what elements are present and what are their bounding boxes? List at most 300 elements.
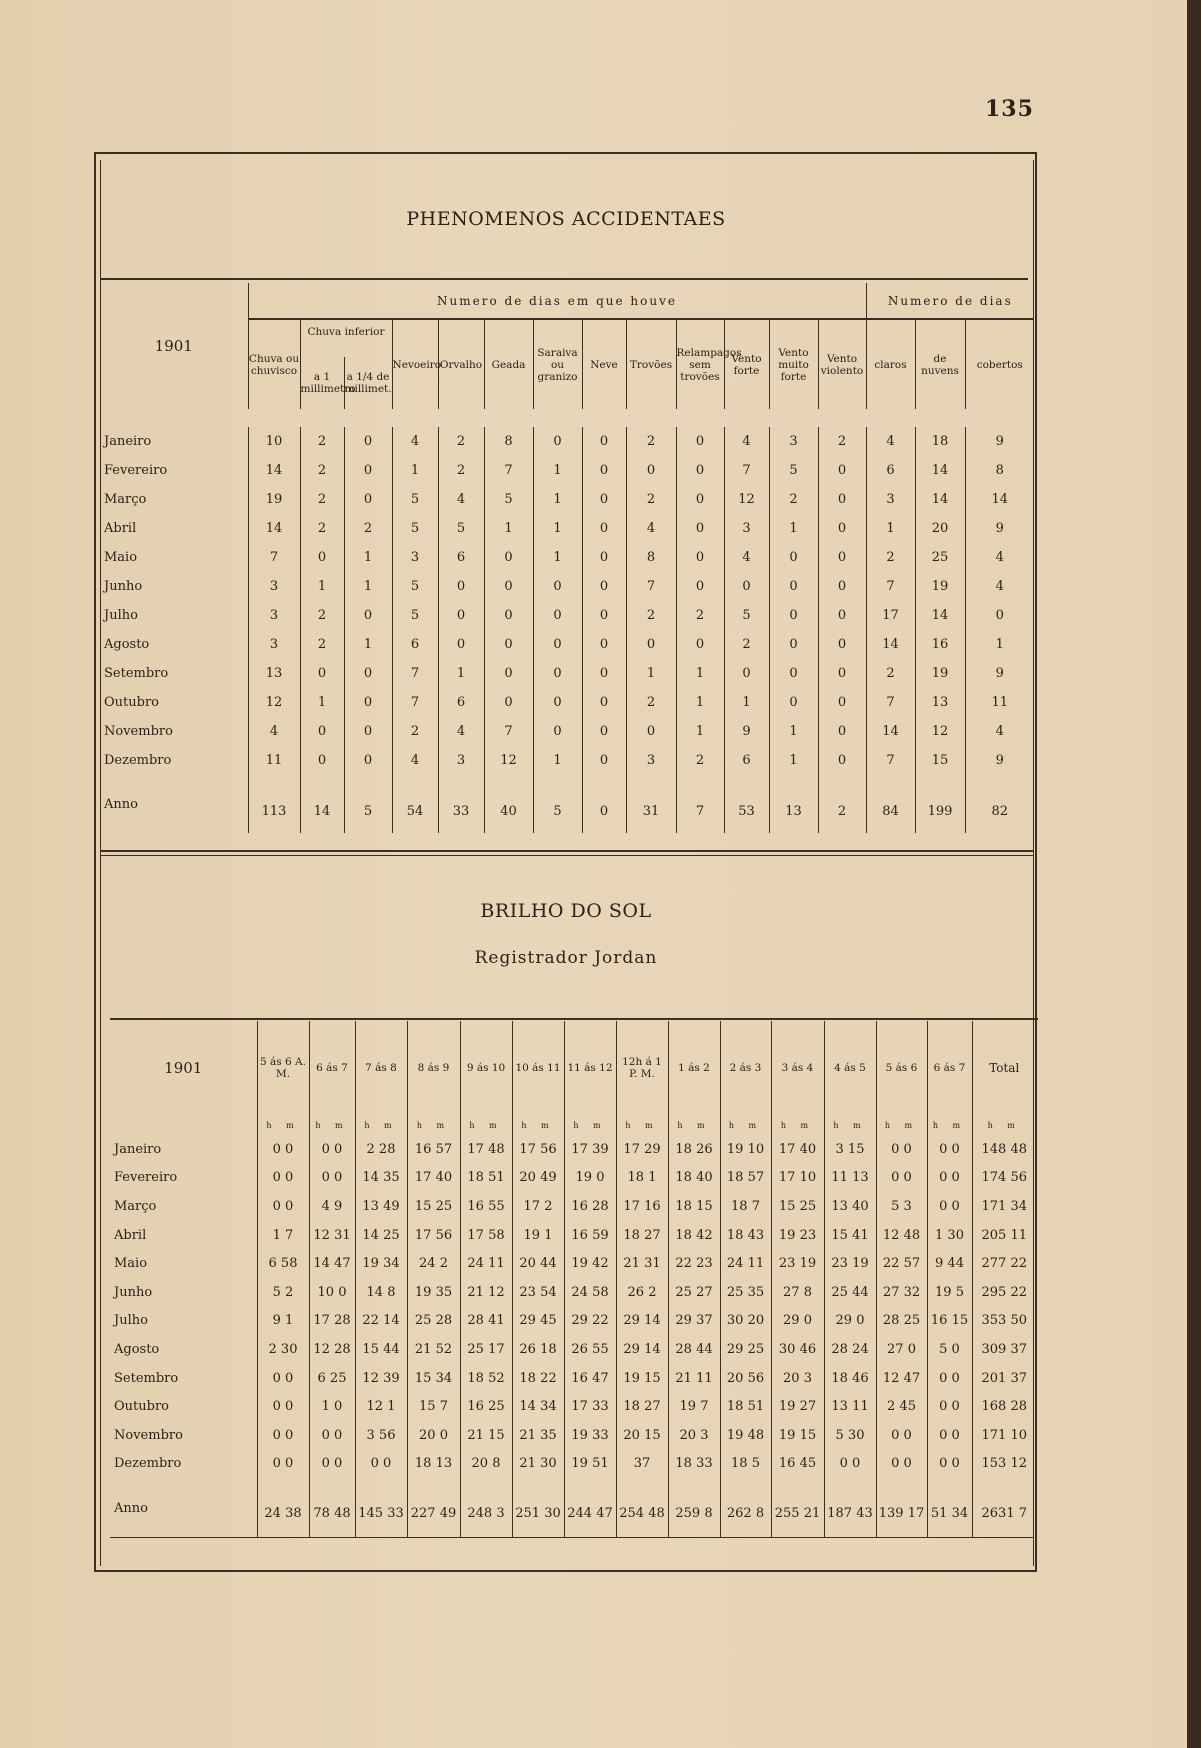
cell-value: 24 38 xyxy=(257,1478,309,1538)
cell-value: 14 xyxy=(866,717,915,746)
cell-value: 1 xyxy=(676,688,724,717)
month-label: Setembro xyxy=(104,666,169,681)
table-row xyxy=(110,1249,1036,1278)
cell-value: 12 xyxy=(724,485,769,514)
cell-value: 0 xyxy=(344,601,392,630)
cell-value: 17 29 xyxy=(616,1135,668,1164)
table-row xyxy=(110,1364,1036,1393)
cell-value: 2 xyxy=(866,659,915,688)
month-label: Dezembro xyxy=(114,1456,182,1472)
col-cobertos: cobertos xyxy=(965,319,1034,409)
cell-value: 9 xyxy=(724,717,769,746)
cell-value: 1 xyxy=(676,717,724,746)
cell-value: 14 xyxy=(866,630,915,659)
unit-label: h m xyxy=(460,1115,512,1135)
cell-value: 5 xyxy=(769,456,818,485)
cell-value: 78 48 xyxy=(309,1478,355,1538)
table-row xyxy=(100,775,1034,833)
col-7-8: 7 ás 8 xyxy=(355,1021,407,1115)
cell-value: 0 xyxy=(582,601,626,630)
cell-value: 0 xyxy=(300,717,344,746)
cell-value: 0 xyxy=(818,746,866,775)
cell-value: 0 xyxy=(818,514,866,543)
cell-value: 1 xyxy=(533,485,582,514)
cell-value: 2 28 xyxy=(355,1135,407,1164)
cell-value: 2 xyxy=(300,630,344,659)
cell-value: 16 xyxy=(915,630,965,659)
unit-label: h m xyxy=(309,1115,355,1135)
cell-value: 23 19 xyxy=(771,1249,824,1278)
col-vento-violento: Vento violento xyxy=(818,319,866,409)
cell-value: 6 xyxy=(866,456,915,485)
cell-value: 15 xyxy=(915,746,965,775)
cell-value: 24 11 xyxy=(720,1249,771,1278)
cell-value: 5 xyxy=(533,775,582,833)
month-label: Outubro xyxy=(104,695,159,710)
cell-value: 0 0 xyxy=(876,1421,927,1450)
cell-value: 9 xyxy=(965,514,1034,543)
table-row xyxy=(100,601,1034,630)
cell-value: 3 xyxy=(392,543,438,572)
table-row xyxy=(110,1135,1036,1164)
unit-label: h m xyxy=(668,1115,720,1135)
cell-value: 18 42 xyxy=(668,1221,720,1250)
table-row xyxy=(100,630,1034,659)
cell-value: 20 56 xyxy=(720,1364,771,1393)
cell-value: 4 xyxy=(724,427,769,456)
cell-value: 0 xyxy=(818,630,866,659)
month-label: Setembro xyxy=(114,1370,179,1386)
col-3-4: 3 ás 4 xyxy=(771,1021,824,1115)
cell-value: 0 xyxy=(769,688,818,717)
cell-value: 11 xyxy=(965,688,1034,717)
table-row xyxy=(110,1192,1036,1221)
month-label: Junho xyxy=(104,579,143,594)
sunshine-year-header: 1901 xyxy=(164,1059,203,1077)
cell-value: 5 xyxy=(344,775,392,833)
cell-value: 17 39 xyxy=(564,1135,616,1164)
cell-value: 19 27 xyxy=(771,1392,824,1421)
cell-value: 259 8 xyxy=(668,1478,720,1538)
cell-value: 18 52 xyxy=(460,1364,512,1393)
cell-value: 4 xyxy=(626,514,676,543)
col-1-2: 1 ás 2 xyxy=(668,1021,720,1115)
table-row xyxy=(100,456,1034,485)
cell-value: 2 xyxy=(300,514,344,543)
divider xyxy=(100,850,1034,852)
cell-value: 6 25 xyxy=(309,1364,355,1393)
cell-value: 19 33 xyxy=(564,1421,616,1450)
cell-value: 0 0 xyxy=(824,1450,876,1479)
col-6-7-pm: 6 ás 7 xyxy=(927,1021,972,1115)
cell-value: 19 xyxy=(915,572,965,601)
cell-value: 14 34 xyxy=(512,1392,564,1421)
cell-value: 0 xyxy=(344,456,392,485)
cell-value: 16 47 xyxy=(564,1364,616,1393)
cell-value: 187 43 xyxy=(824,1478,876,1538)
col-claros: claros xyxy=(866,319,915,409)
table-row xyxy=(110,1335,1036,1364)
cell-value: 0 0 xyxy=(927,1135,972,1164)
cell-value: 8 xyxy=(626,543,676,572)
cell-value: 14 xyxy=(965,485,1034,514)
cell-value: 19 10 xyxy=(720,1135,771,1164)
cell-value: 0 xyxy=(676,572,724,601)
cell-value: 0 xyxy=(676,630,724,659)
divider xyxy=(110,1537,1034,1538)
cell-value: 16 45 xyxy=(771,1450,824,1479)
cell-value: 5 xyxy=(392,601,438,630)
cell-value: 33 xyxy=(438,775,484,833)
cell-value: 5 xyxy=(392,485,438,514)
cell-value: 21 52 xyxy=(407,1335,460,1364)
divider xyxy=(100,278,1028,280)
cell-value: 23 19 xyxy=(824,1249,876,1278)
cell-value: 171 34 xyxy=(972,1192,1036,1221)
cell-value: 168 28 xyxy=(972,1392,1036,1421)
cell-value: 0 xyxy=(300,746,344,775)
unit-label: h m xyxy=(257,1115,309,1135)
cell-value: 0 xyxy=(582,688,626,717)
cell-value: 0 xyxy=(344,659,392,688)
cell-value: 0 0 xyxy=(927,1450,972,1479)
cell-value: 20 3 xyxy=(668,1421,720,1450)
cell-value: 21 11 xyxy=(668,1364,720,1393)
cell-value: 16 15 xyxy=(927,1307,972,1336)
cell-value: 0 xyxy=(626,456,676,485)
cell-value: 11 xyxy=(248,746,300,775)
cell-value: 2 xyxy=(676,746,724,775)
cell-value: 0 0 xyxy=(927,1392,972,1421)
cell-value: 16 25 xyxy=(460,1392,512,1421)
cell-value: 2 xyxy=(344,514,392,543)
cell-value: 0 0 xyxy=(876,1450,927,1479)
cell-value: 14 47 xyxy=(309,1249,355,1278)
cell-value: 1 xyxy=(866,514,915,543)
table-row xyxy=(100,543,1034,572)
cell-value: 6 xyxy=(438,543,484,572)
cell-value: 0 0 xyxy=(257,1135,309,1164)
table-row xyxy=(100,659,1034,688)
cell-value: 0 0 xyxy=(876,1164,927,1193)
cell-value: 13 40 xyxy=(824,1192,876,1221)
cell-value: 4 xyxy=(965,572,1034,601)
cell-value: 0 xyxy=(818,456,866,485)
cell-value: 12 47 xyxy=(876,1364,927,1393)
cell-value: 13 xyxy=(769,775,818,833)
cell-value: 2 xyxy=(300,485,344,514)
cell-value: 84 xyxy=(866,775,915,833)
cell-value: 2 xyxy=(438,427,484,456)
cell-value: 5 xyxy=(392,514,438,543)
cell-value: 19 xyxy=(915,659,965,688)
cell-value: 5 xyxy=(392,572,438,601)
cell-value: 28 25 xyxy=(876,1307,927,1336)
cell-value: 2 xyxy=(438,456,484,485)
cell-value: 0 xyxy=(818,601,866,630)
cell-value: 12 xyxy=(915,717,965,746)
col-a-quarter-mm: a 1/4 de millimet. xyxy=(344,357,392,409)
cell-value: 9 xyxy=(965,427,1034,456)
cell-value: 0 xyxy=(676,456,724,485)
cell-value: 0 xyxy=(676,514,724,543)
cell-value: 16 28 xyxy=(564,1192,616,1221)
cell-value: 227 49 xyxy=(407,1478,460,1538)
cell-value: 18 51 xyxy=(460,1164,512,1193)
col-12-1: 12h á 1 P. M. xyxy=(616,1021,668,1115)
cell-value: 19 0 xyxy=(564,1164,616,1193)
month-label: Agosto xyxy=(114,1341,160,1357)
cell-value: 18 57 xyxy=(720,1164,771,1193)
cell-value: 254 48 xyxy=(616,1478,668,1538)
cell-value: 0 xyxy=(438,601,484,630)
cell-value: 0 xyxy=(533,630,582,659)
unit-label: h m xyxy=(355,1115,407,1135)
col-neve: Neve xyxy=(582,319,626,409)
cell-value: 0 xyxy=(300,543,344,572)
cell-value: 1 xyxy=(300,572,344,601)
month-label: Abril xyxy=(104,521,137,536)
cell-value: 0 xyxy=(724,659,769,688)
cell-value: 0 0 xyxy=(355,1450,407,1479)
sunshine-subtitle: Registrador Jordan xyxy=(474,948,658,968)
cell-value: 0 0 xyxy=(309,1135,355,1164)
month-label: Anno xyxy=(104,796,138,812)
cell-value: 17 40 xyxy=(771,1135,824,1164)
cell-value: 0 xyxy=(769,572,818,601)
cell-value: 7 xyxy=(866,688,915,717)
unit-label: h m xyxy=(720,1115,771,1135)
table-row xyxy=(110,1278,1036,1307)
cell-value: 20 15 xyxy=(616,1421,668,1450)
cell-value: 6 58 xyxy=(257,1249,309,1278)
month-label: Novembro xyxy=(114,1427,183,1443)
cell-value: 28 24 xyxy=(824,1335,876,1364)
cell-value: 12 31 xyxy=(309,1221,355,1250)
cell-value: 1 xyxy=(438,659,484,688)
unit-label: h m xyxy=(616,1115,668,1135)
cell-value: 205 11 xyxy=(972,1221,1036,1250)
cell-value: 24 2 xyxy=(407,1249,460,1278)
unit-spacer xyxy=(110,1115,257,1135)
group-days-header: Numero de dias em que houve xyxy=(248,283,866,319)
month-label: Agosto xyxy=(104,637,150,652)
cell-value: 19 35 xyxy=(407,1278,460,1307)
cell-value: 0 xyxy=(484,688,533,717)
cell-value: 13 xyxy=(915,688,965,717)
cell-value: 1 xyxy=(300,688,344,717)
cell-value: 54 xyxy=(392,775,438,833)
cell-value: 37 xyxy=(616,1450,668,1479)
cell-value: 14 xyxy=(915,601,965,630)
cell-value: 14 xyxy=(915,456,965,485)
cell-value: 25 35 xyxy=(720,1278,771,1307)
cell-value: 4 xyxy=(248,717,300,746)
cell-value: 19 1 xyxy=(512,1221,564,1250)
cell-value: 51 34 xyxy=(927,1478,972,1538)
unit-label: h m xyxy=(512,1115,564,1135)
cell-value: 24 58 xyxy=(564,1278,616,1307)
phenomena-title: PHENOMENOS ACCIDENTAES xyxy=(406,208,726,230)
col-chuva: Chuva ou chuvisco xyxy=(248,319,300,409)
cell-value: 0 xyxy=(818,543,866,572)
col-a-1-mm: a 1 millimetro xyxy=(300,357,344,409)
table-row xyxy=(100,746,1034,775)
cell-value: 0 0 xyxy=(927,1192,972,1221)
cell-value: 0 xyxy=(533,688,582,717)
cell-value: 14 35 xyxy=(355,1164,407,1193)
month-label: Janeiro xyxy=(114,1141,162,1157)
cell-value: 0 xyxy=(533,572,582,601)
cell-value: 30 20 xyxy=(720,1307,771,1336)
cell-value: 0 xyxy=(818,659,866,688)
cell-value: 2 xyxy=(769,485,818,514)
cell-value: 2 xyxy=(724,630,769,659)
cell-value: 201 37 xyxy=(972,1364,1036,1393)
table-row xyxy=(100,514,1034,543)
cell-value: 0 xyxy=(484,543,533,572)
cell-value: 2 xyxy=(300,601,344,630)
cell-value: 6 xyxy=(438,688,484,717)
cell-value: 3 xyxy=(248,601,300,630)
cell-value: 7 xyxy=(484,717,533,746)
cell-value: 26 18 xyxy=(512,1335,564,1364)
month-label: Março xyxy=(104,492,147,507)
cell-value: 13 11 xyxy=(824,1392,876,1421)
cell-value: 0 xyxy=(724,572,769,601)
unit-label: h m xyxy=(824,1115,876,1135)
table-row xyxy=(110,1478,1036,1538)
cell-value: 2 xyxy=(392,717,438,746)
cell-value: 19 23 xyxy=(771,1221,824,1250)
cell-value: 262 8 xyxy=(720,1478,771,1538)
table-row xyxy=(110,1221,1036,1250)
cell-value: 18 26 xyxy=(668,1135,720,1164)
cell-value: 22 23 xyxy=(668,1249,720,1278)
cell-value: 2 xyxy=(300,456,344,485)
cell-value: 0 xyxy=(818,572,866,601)
page-number: 135 xyxy=(985,96,1034,122)
cell-value: 0 0 xyxy=(927,1164,972,1193)
cell-value: 18 15 xyxy=(668,1192,720,1221)
cell-value: 28 41 xyxy=(460,1307,512,1336)
cell-value: 18 27 xyxy=(616,1392,668,1421)
cell-value: 17 40 xyxy=(407,1164,460,1193)
cell-value: 13 xyxy=(248,659,300,688)
cell-value: 19 15 xyxy=(616,1364,668,1393)
cell-value: 2 xyxy=(626,601,676,630)
unit-label: h m xyxy=(927,1115,972,1135)
cell-value: 1 xyxy=(769,746,818,775)
cell-value: 251 30 xyxy=(512,1478,564,1538)
month-label: Dezembro xyxy=(104,753,172,768)
cell-value: 0 0 xyxy=(257,1450,309,1479)
cell-value: 3 xyxy=(866,485,915,514)
cell-value: 2 xyxy=(300,427,344,456)
cell-value: 4 xyxy=(724,543,769,572)
cell-value: 21 35 xyxy=(512,1421,564,1450)
cell-value: 21 15 xyxy=(460,1421,512,1450)
month-label: Maio xyxy=(104,550,138,565)
cell-value: 31 xyxy=(626,775,676,833)
cell-value: 0 0 xyxy=(309,1164,355,1193)
cell-value: 19 48 xyxy=(720,1421,771,1450)
cell-value: 4 xyxy=(392,427,438,456)
cell-value: 3 xyxy=(769,427,818,456)
cell-value: 1 xyxy=(392,456,438,485)
cell-value: 0 xyxy=(582,746,626,775)
cell-value: 17 16 xyxy=(616,1192,668,1221)
cell-value: 15 7 xyxy=(407,1392,460,1421)
cell-value: 2 xyxy=(676,601,724,630)
cell-value: 2 xyxy=(626,688,676,717)
cell-value: 27 0 xyxy=(876,1335,927,1364)
cell-value: 1 xyxy=(533,746,582,775)
col-vento-muito-forte: Vento muito forte xyxy=(769,319,818,409)
cell-value: 0 xyxy=(484,659,533,688)
cell-value: 3 xyxy=(724,514,769,543)
table-row xyxy=(100,688,1034,717)
cell-value: 40 xyxy=(484,775,533,833)
cell-value: 7 xyxy=(248,543,300,572)
cell-value: 0 0 xyxy=(876,1135,927,1164)
col-11-12: 11 ás 12 xyxy=(564,1021,616,1115)
cell-value: 0 xyxy=(438,572,484,601)
cell-value: 17 28 xyxy=(309,1307,355,1336)
cell-value: 0 xyxy=(676,427,724,456)
cell-value: 1 xyxy=(533,543,582,572)
cell-value: 0 xyxy=(300,659,344,688)
cell-value: 4 xyxy=(438,717,484,746)
cell-value: 20 xyxy=(915,514,965,543)
cell-value: 0 xyxy=(484,601,533,630)
cell-value: 15 44 xyxy=(355,1335,407,1364)
cell-value: 3 56 xyxy=(355,1421,407,1450)
col-8-9: 8 ás 9 xyxy=(407,1021,460,1115)
cell-value: 19 51 xyxy=(564,1450,616,1479)
cell-value: 3 xyxy=(248,572,300,601)
cell-value: 27 8 xyxy=(771,1278,824,1307)
cell-value: 145 33 xyxy=(355,1478,407,1538)
cell-value: 0 xyxy=(582,427,626,456)
cell-value: 17 56 xyxy=(512,1135,564,1164)
cell-value: 4 9 xyxy=(309,1192,355,1221)
unit-label: h m xyxy=(972,1115,1036,1135)
page-gutter xyxy=(1187,0,1201,1748)
cell-value: 1 30 xyxy=(927,1221,972,1250)
cell-value: 18 13 xyxy=(407,1450,460,1479)
cell-value: 0 xyxy=(438,630,484,659)
cell-value: 5 xyxy=(484,485,533,514)
cell-value: 4 xyxy=(866,427,915,456)
table-row xyxy=(110,1307,1036,1336)
cell-value: 1 xyxy=(344,543,392,572)
cell-value: 0 xyxy=(484,630,533,659)
cell-value: 3 xyxy=(626,746,676,775)
cell-value: 309 37 xyxy=(972,1335,1036,1364)
cell-value: 4 xyxy=(392,746,438,775)
month-label: Fevereiro xyxy=(104,463,168,478)
cell-value: 18 51 xyxy=(720,1392,771,1421)
cell-value: 0 xyxy=(533,427,582,456)
cell-value: 0 0 xyxy=(257,1421,309,1450)
cell-value: 18 46 xyxy=(824,1364,876,1393)
cell-value: 19 34 xyxy=(355,1249,407,1278)
cell-value: 7 xyxy=(626,572,676,601)
cell-value: 353 50 xyxy=(972,1307,1036,1336)
cell-value: 12 39 xyxy=(355,1364,407,1393)
cell-value: 1 xyxy=(769,717,818,746)
